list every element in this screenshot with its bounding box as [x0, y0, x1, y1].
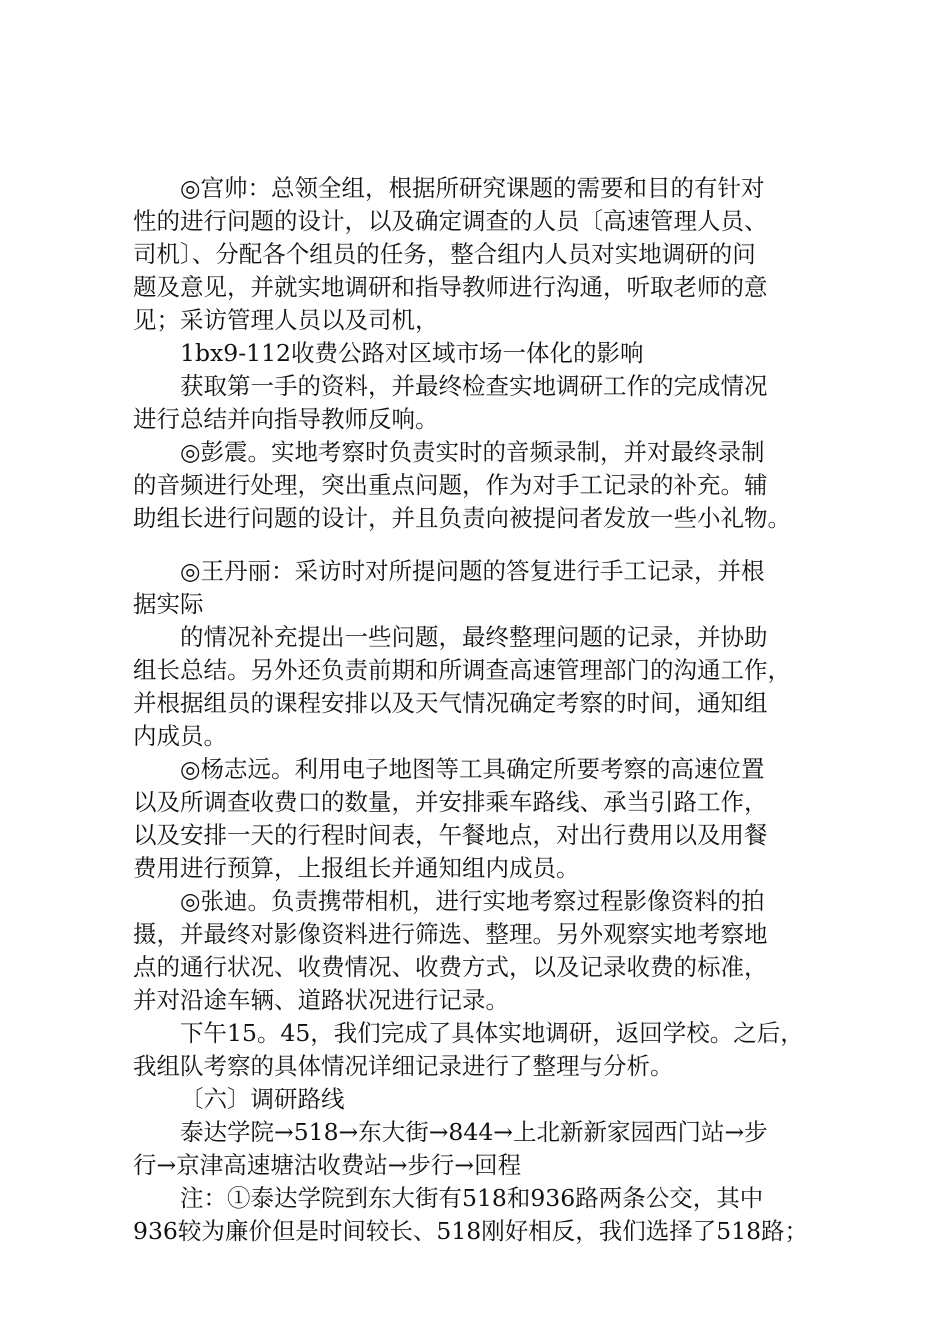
paragraph-line: 泰达学院→518→东大街→844→上北新新家园西门站→步 — [180, 1118, 768, 1146]
paragraph-line: ◎杨志远。利用电子地图等工具确定所要考察的高速位置 — [180, 755, 765, 783]
paragraph-line: 题及意见，并就实地调研和指导教师进行沟通，听取老师的意 — [133, 273, 768, 301]
paragraph-line: 点的通行状况、收费情况、收费方式，以及记录收费的标准， — [133, 953, 768, 981]
paragraph-line: 进行总结并向指导教师反响。 — [133, 405, 439, 433]
paragraph-line: 以及所调查收费口的数量，并安排乘车路线、承当引路工作， — [133, 788, 768, 816]
paragraph-line: 据实际 — [133, 590, 204, 618]
paragraph-line: 组长总结。另外还负责前期和所调查高速管理部门的沟通工作， — [133, 656, 791, 684]
paragraph-line: 行→京津高速塘沽收费站→步行→回程 — [133, 1151, 522, 1179]
paragraph-line: 司机〕、分配各个组员的任务，整合组内人员对实地调研的问 — [133, 240, 756, 268]
paragraph-line: 并对沿途车辆、道路状况进行记录。 — [133, 986, 509, 1014]
paragraph-line: 见；采访管理人员以及司机， — [133, 306, 439, 334]
paragraph-line: 注：①泰达学院到东大街有518和936路两条公交，其中 — [180, 1184, 764, 1212]
paragraph-line: 以及安排一天的行程时间表，午餐地点，对出行费用以及用餐 — [133, 821, 768, 849]
paragraph-line: ◎王丹丽：采访时对所提问题的答复进行手工记录，并根 — [180, 557, 765, 585]
paragraph-line: ◎宫帅：总领全组，根据所研究课题的需要和目的有针对 — [180, 174, 765, 202]
paragraph-line: 内成员。 — [133, 722, 227, 750]
paragraph-line: 的情况补充提出一些问题，最终整理问题的记录，并协助 — [180, 623, 768, 651]
paragraph-line: 下午15。45，我们完成了具体实地调研，返回学校。之后， — [180, 1019, 804, 1047]
paragraph-line: 费用进行预算，上报组长并通知组内成员。 — [133, 854, 580, 882]
paragraph-line: 助组长进行问题的设计，并且负责向被提问者发放一些小礼物。 — [133, 504, 791, 532]
paragraph-line: 的音频进行处理，突出重点问题，作为对手工记录的补充。辅 — [133, 471, 768, 499]
paragraph-line: 并根据组员的课程安排以及天气情况确定考察的时间，通知组 — [133, 689, 768, 717]
paragraph-line: 性的进行问题的设计，以及确定调查的人员〔高速管理人员、 — [133, 207, 768, 235]
section-heading: 〔六〕调研路线 — [180, 1085, 345, 1113]
paragraph-line: 摄，并最终对影像资料进行筛选、整理。另外观察实地考察地 — [133, 920, 768, 948]
paragraph-line: ◎张迪。负责携带相机，进行实地考察过程影像资料的拍 — [180, 887, 765, 915]
paragraph-line: 我组队考察的具体情况详细记录进行了整理与分析。 — [133, 1052, 674, 1080]
body-text — [133, 172, 823, 1248]
paragraph-line: 获取第一手的资料，并最终检查实地调研工作的完成情况 — [180, 372, 768, 400]
paragraph-line: 1bx9-112收费公路对区域市场一体化的影响 — [180, 339, 644, 367]
paragraph-line: ◎彭震。实地考察时负责实时的音频录制，并对最终录制 — [180, 438, 765, 466]
paragraph-line: 936较为廉价但是时间较长、518刚好相反，我们选择了518路； — [133, 1217, 809, 1245]
